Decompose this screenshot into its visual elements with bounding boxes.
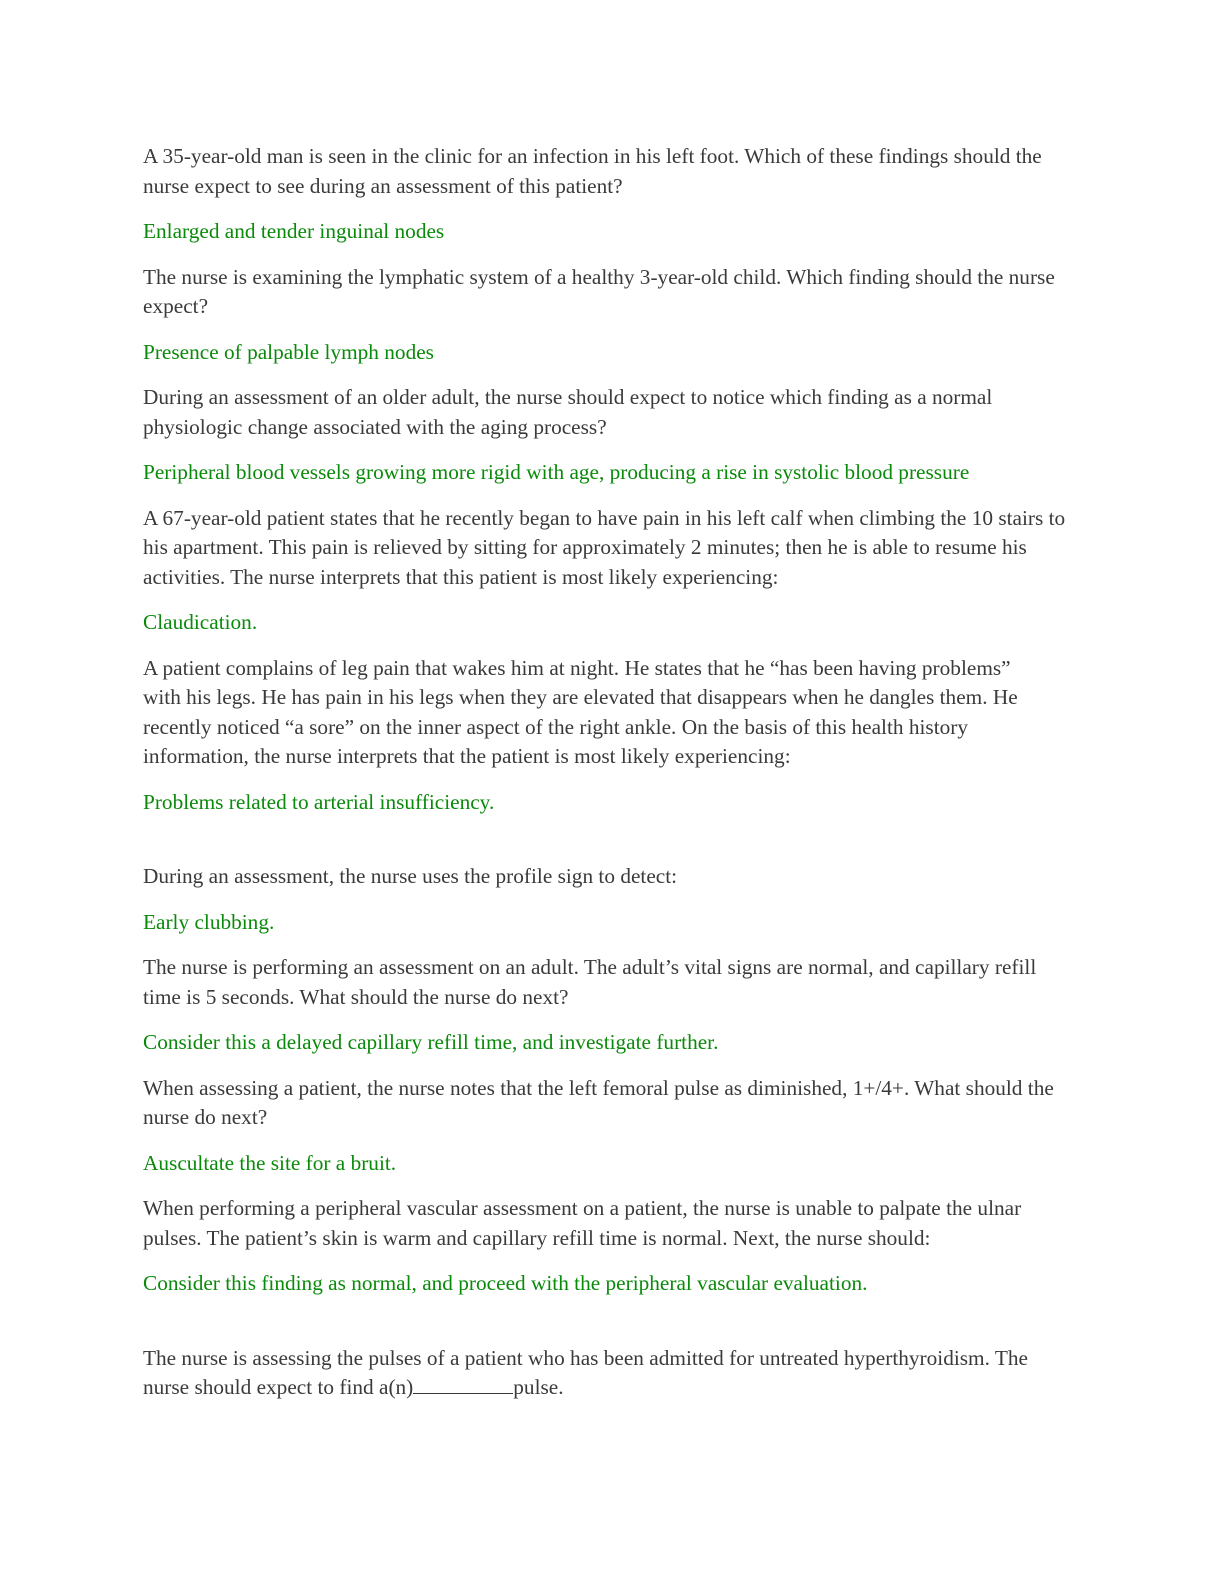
question-8: When assessing a patient, the nurse notes that the left femoral pulse as diminished, 1+/4+. What should the nurse do next? [143, 1075, 1054, 1129]
answer-5: Problems related to arterial insufficiency. [143, 789, 495, 814]
question-4: A 67-year-old patient states that he recently began to have pain in his left calf when climbing the 10 stairs to his apartment. This pain is relieved by sitting for approximately 2 minutes; then he is able to resume his activities. The nurse interprets that this patient is most likely experiencing: [143, 505, 1066, 589]
answer-3: Peripheral blood vessels growing more rigid with age, producing a rise in systolic blood pressure [143, 460, 970, 484]
question-1: A 35-year-old man is seen in the clinic for an infection in his left foot. Which of these findings should the nurse expect to see during an assessment of this patient? [143, 144, 1042, 198]
fill-in-blank [413, 1375, 513, 1394]
question-2: The nurse is examining the lymphatic system of a healthy 3-year-old child. Which finding should the nurse expect? [143, 264, 1055, 318]
answer-8: Auscultate the site for a bruit. [143, 1150, 397, 1175]
question-7: The nurse is performing an assessment on an adult. The adult’s vital signs are normal, and capillary refill time is 5 seconds. What should the nurse do next? [143, 955, 1037, 1009]
question-10-text: The nurse is assessing the pulses of a patient who has been admitted for untreated hyperthyroidism. The nurse should expect to find a(n) [143, 1345, 1028, 1399]
question-9: When performing a peripheral vascular assessment on a patient, the nurse is unable to palpate the ulnar pulses. The patient’s skin is warm and capillary refill time is normal. Next, the nurse should: [143, 1196, 1022, 1250]
question-10-end: pulse. [513, 1375, 564, 1399]
question-6: During an assessment, the nurse uses the profile sign to detect: [143, 864, 678, 888]
document-page [143, 142, 1078, 1419]
answer-4: Claudication. [143, 610, 258, 634]
answer-2: Presence of palpable lymph nodes [143, 339, 434, 364]
question-3: During an assessment of an older adult, the nurse should expect to notice which finding as a normal physiologic change associated with the aging process? [143, 385, 993, 439]
question-5: A patient complains of leg pain that wakes him at night. He states that he “has been having problems” with his legs. He has pain in his legs when they are elevated that disappears when he dangles them. He recently noticed “a sore” on the inner aspect of the right ankle. On the basis of this health history information, the nurse interprets that the patient is most likely experiencing: [143, 655, 1018, 768]
answer-1: Enlarged and tender inguinal nodes [143, 219, 445, 243]
answer-7: Consider this a delayed capillary refill time, and investigate further. [143, 1030, 719, 1054]
answer-9: Consider this finding as normal, and proceed with the peripheral vascular evaluation. [143, 1271, 868, 1295]
question-10 [143, 1344, 1078, 1403]
answer-6: Early clubbing. [143, 909, 275, 934]
